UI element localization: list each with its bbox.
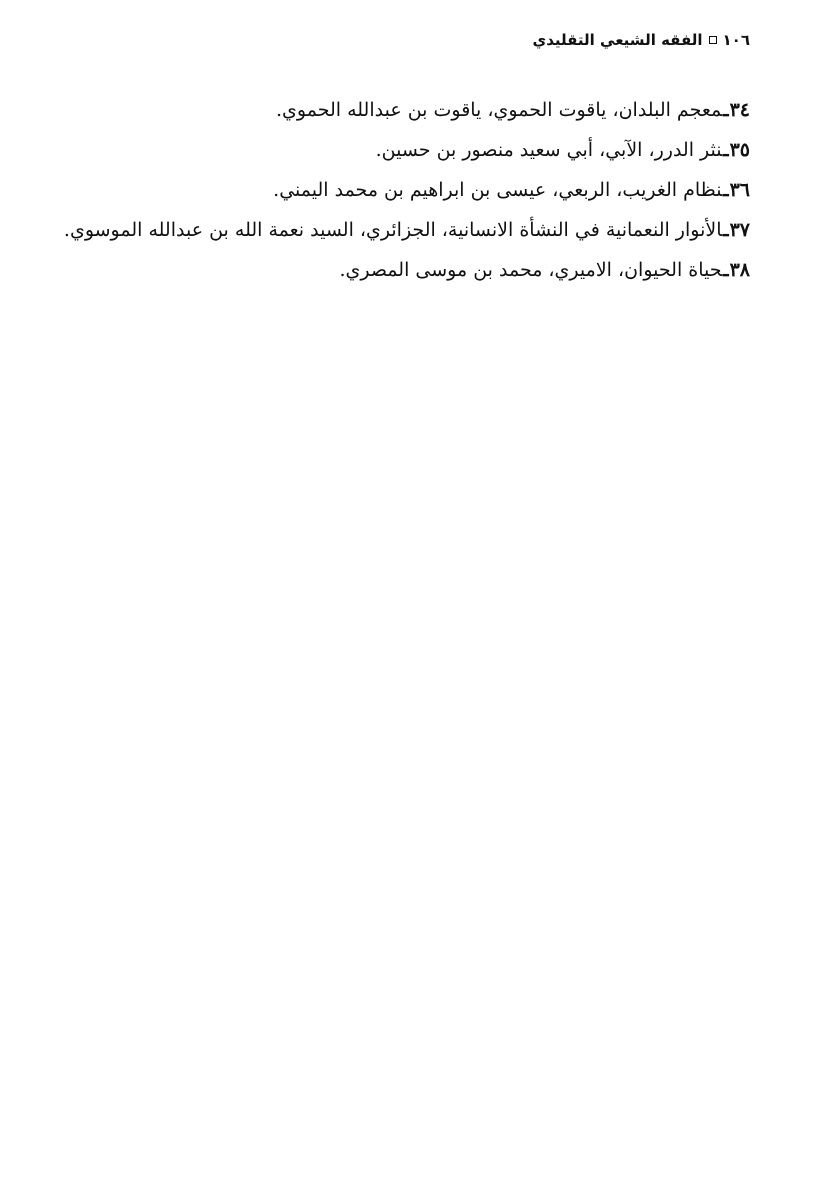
reference-dash: ـ (723, 99, 729, 121)
running-header (532, 30, 750, 50)
reference-dash: ـ (723, 219, 729, 241)
reference-item-36 (60, 172, 750, 212)
book-title: الفقه الشيعي التقليدي (532, 31, 703, 49)
reference-text: نظام الغريب، الربعي، عيسى بن ابراهيم بن محمد اليمني. (273, 179, 722, 201)
reference-item-38 (60, 252, 750, 292)
reference-text: معجم البلدان، ياقوت الحموي، ياقوت بن عبدالله الحموي. (275, 99, 722, 121)
reference-item-35 (60, 132, 750, 172)
square-outline-icon (709, 36, 717, 44)
reference-number: ٣٥ (729, 139, 750, 161)
reference-number: ٣٤ (729, 99, 750, 121)
reference-dash: ـ (723, 139, 729, 161)
reference-text: نثر الدرر، الآبي، أبي سعيد منصور بن حسين. (375, 139, 722, 161)
reference-list (60, 92, 750, 292)
reference-text: حياة الحيوان، الاميري، محمد بن موسى المصري. (339, 259, 722, 281)
reference-number: ٣٦ (729, 179, 750, 201)
reference-dash: ـ (723, 259, 729, 281)
reference-item-34 (60, 92, 750, 132)
reference-text: الأنوار النعمانية في النشأة الانسانية، الجزائري، السيد نعمة الله بن عبدالله الموسوي. (63, 219, 722, 241)
reference-number: ٣٨ (729, 259, 750, 281)
reference-item-37 (60, 212, 750, 252)
reference-dash: ـ (723, 179, 729, 201)
page-number: ١٠٦ (722, 31, 750, 49)
reference-number: ٣٧ (729, 219, 750, 241)
